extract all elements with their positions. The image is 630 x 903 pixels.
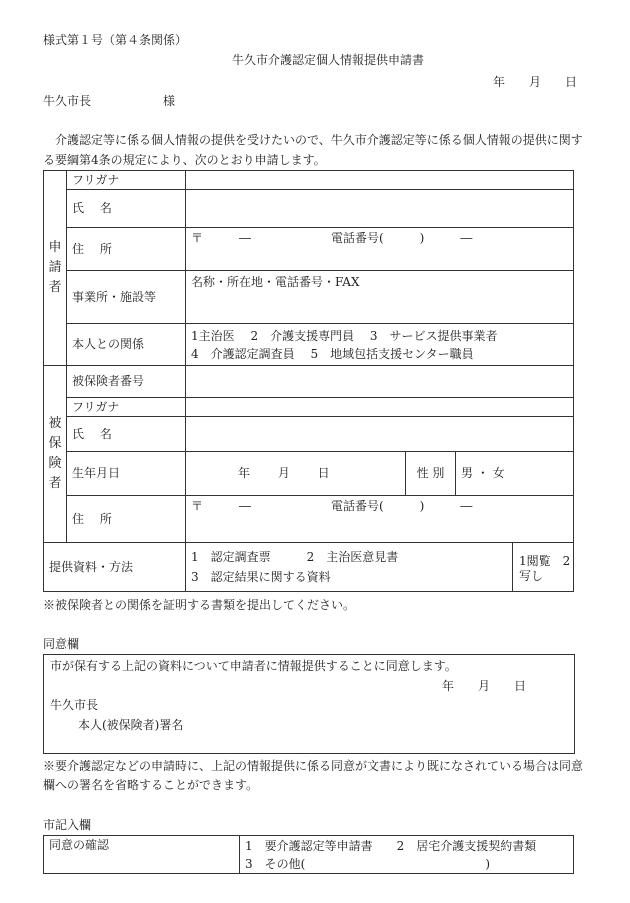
consent-addressee: 牛久市長 <box>50 698 99 712</box>
insured-number-boxes[interactable] <box>186 366 574 398</box>
insured-name-field[interactable] <box>186 417 574 452</box>
applicant-address-label: 住 所 <box>67 228 186 271</box>
application-date[interactable]: 年 月 日 <box>493 75 578 89</box>
consent-heading: 同意欄 <box>43 637 80 651</box>
form-number: 様式第１号（第４条関係） <box>43 33 188 47</box>
dob-label: 生年月日 <box>67 452 186 496</box>
gender-options[interactable]: 男 ・ 女 <box>456 452 574 496</box>
insured-address-label: 住 所 <box>67 496 186 543</box>
applicant-name-field[interactable] <box>186 190 574 228</box>
insured-name-label: 氏 名 <box>67 417 186 452</box>
consent-text: 市が保有する上記の資料について申請者に情報提供することに同意します。 <box>50 659 457 673</box>
document-title: 牛久市介護認定個人情報提供申請書 <box>232 53 425 67</box>
relation-label: 本人との関係 <box>67 324 186 366</box>
office-label: 事業所・施設等 <box>67 271 186 324</box>
consent-box <box>43 654 575 754</box>
note-relation-proof: ※被保険者との関係を証明する書類を提出してください。 <box>43 598 356 612</box>
gender-label: 性 別 <box>406 452 456 496</box>
applicant-name-label: 氏 名 <box>67 190 186 228</box>
consent-check-options[interactable]: 1 要介護認定等申請書 2 居宅介護支援契約書類 3 その他( ) <box>240 836 574 874</box>
dob-field[interactable]: 年 月 日 <box>186 452 406 496</box>
office-use-table <box>43 835 574 874</box>
insured-number-label: 被保険者番号 <box>67 366 186 398</box>
insured-furigana-label: フリガナ <box>67 398 186 417</box>
applicant-address-field[interactable]: 〒 ― 電話番号( ) ― <box>186 228 574 271</box>
applicant-furigana-field[interactable] <box>186 171 574 190</box>
office-use-heading: 市記入欄 <box>43 818 92 832</box>
applicant-furigana-label: フリガナ <box>67 171 186 190</box>
application-form-table <box>43 170 574 592</box>
insured-address-field[interactable]: 〒 ― 電話番号( ) ― <box>186 496 574 543</box>
provision-label: 提供資料・方法 <box>44 543 186 592</box>
consent-signature[interactable]: 本人(被保険者)署名 <box>78 718 184 732</box>
note-consent-line-1: ※要介護認定などの申請時に、上記の情報提供に係る同意が文書により既になされている場合は同意 <box>43 759 584 773</box>
intro-line-1: 介護認定等に係る個人情報の提供を受けたいので、牛久市介護認定等に係る個人情報の提供に関す <box>55 133 583 147</box>
consent-check-label: 同意の確認 <box>44 836 240 874</box>
relation-options[interactable]: 1主治医 2 介護支援専門員 3 サービス提供事業者 4 介護認定調査員 5 地域包括支援センター職員 <box>186 324 574 366</box>
addressee: 牛久市長 様 <box>43 94 176 108</box>
provision-options[interactable]: 1 認定調査票 2 主治医意見書 3 認定結果に関する資料 <box>186 543 513 592</box>
consent-date[interactable]: 年 月 日 <box>442 679 527 693</box>
insured-furigana-field[interactable] <box>186 398 574 417</box>
applicant-group-label: 申請者 <box>44 171 67 366</box>
note-consent-line-2: 欄への署名を省略することができます。 <box>43 778 259 792</box>
intro-line-2: る要綱第4条の規定により、次のとおり申請します。 <box>43 153 326 167</box>
insured-group-label: 被保険者 <box>44 366 67 543</box>
office-field[interactable]: 名称・所在地・電話番号・FAX <box>186 271 574 324</box>
provision-method[interactable]: 1閲覧 2写し <box>513 543 574 592</box>
